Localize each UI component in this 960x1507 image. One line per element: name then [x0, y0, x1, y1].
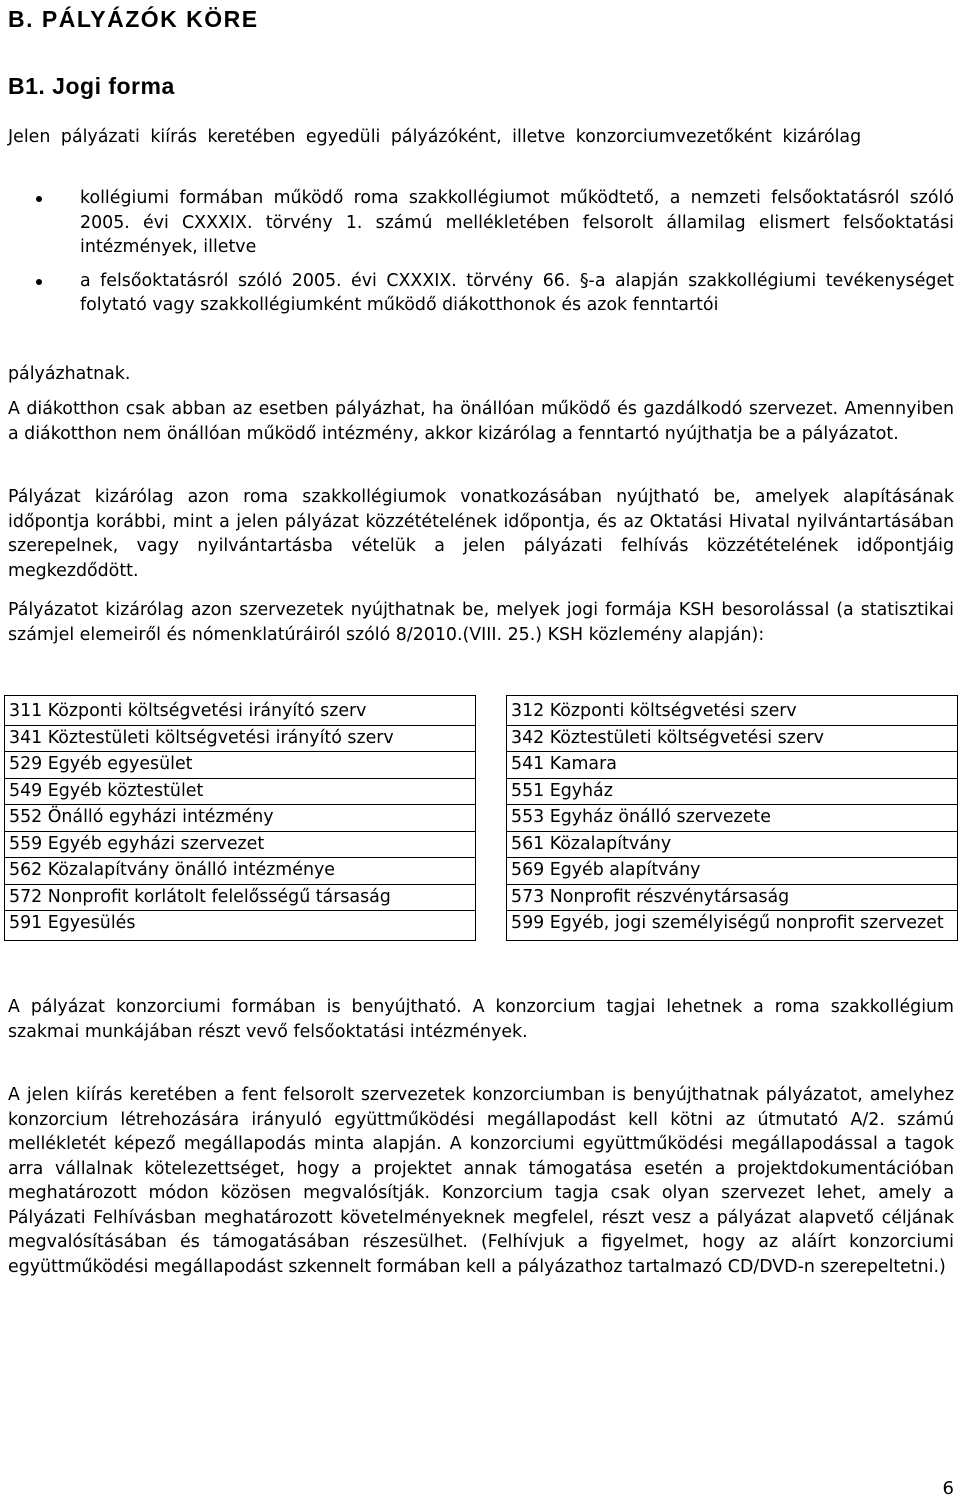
table-gap — [476, 778, 507, 805]
list-item-text: kollégiumi formában működő roma szakkollégiumot működtető, a nemzeti felsőoktatásról szóló 2005. évi CXXXIX. törvény 1. számú mellékletében felsorolt államilag elismert felsőoktatási intézmények, illetve — [80, 188, 954, 257]
table-gap — [476, 858, 507, 885]
ksh-legal-form-table — [4, 695, 958, 941]
table-row — [5, 752, 958, 779]
page-number: 6 — [942, 1478, 954, 1499]
table-cell: 572 Nonprofit korlátolt felelősségű társaság — [5, 884, 476, 911]
table-row — [5, 831, 958, 858]
table-row — [5, 858, 958, 885]
table-cell: 552 Önálló egyházi intézmény — [5, 805, 476, 832]
table-gap — [476, 831, 507, 858]
table-cell: 311 Központi költségvetési irányító szerv — [5, 696, 476, 726]
table-cell: 562 Közalapítvány önálló intézménye — [5, 858, 476, 885]
section-title: B. PÁLYÁZÓK KÖRE — [8, 6, 259, 32]
bullet-icon — [36, 279, 42, 285]
consortium-details-paragraph: A jelen kiírás keretében a fent felsorolt szervezetek konzorciumban is benyújthatnak pályázatot, amelyhez konzorcium létrehozására irányuló együttműködési megállapodást kell kötni az útmutató A/2. számú mellékletét képező megállapodás minta alapján. A konzorciumi együttműködési megállapodással a tagok arra vállalnak kötelezettséget, hogy a projektet annak támogatása esetén a projektdokumentációban meghatározott módon közösen megvalósítják. Konzorcium tagja csak olyan szervezet lehet, amely a Pályázati Felhívásban meghatározott követelményeknek megfelel, részt vesz a pályázat alapvető céljának megvalósításában és támogatásában részesülhet. (Felhívjuk a figyelmet, hogy az aláírt konzorciumi együttműködési megállapodást szkennelt formában kell a pályázathoz tartalmazó CD/DVD-n szerepeltetni.) — [8, 1085, 954, 1277]
eligibility-list — [8, 186, 954, 318]
table-gap — [476, 752, 507, 779]
table-cell: 599 Egyéb, jogi személyiségű nonprofit szervezet — [507, 911, 958, 941]
table-row — [5, 696, 958, 726]
intro-paragraph: Jelen pályázati kiírás keretében egyedüli pályázóként, illetve konzorciumvezetőként kizárólag — [8, 127, 862, 147]
table-gap — [476, 725, 507, 752]
table-row — [5, 778, 958, 805]
table-cell: 551 Egyház — [507, 778, 958, 805]
dormitory-paragraph: A diákotthon csak abban az esetben pályázhat, ha önállóan működő és gazdálkodó szervezet. Amennyiben a diákotthon nem önállóan működő intézmény, akkor kizárólag a fenntartó nyújthatja be a pályázatot. — [8, 399, 954, 444]
table-gap — [476, 884, 507, 911]
list-item — [8, 186, 954, 260]
ksh-paragraph: Pályázatot kizárólag azon szervezetek nyújthatnak be, melyek jogi formája KSH besorolással (a statisztikai számjel elemeiről és nómenklatúráiról szóló 8/2010.(VIII. 25.) KSH közlemény alapján): — [8, 600, 954, 645]
table-cell: 549 Egyéb köztestület — [5, 778, 476, 805]
table-cell: 312 Központi költségvetési szerv — [507, 696, 958, 726]
roma-college-paragraph: Pályázat kizárólag azon roma szakkollégiumok vonatkozásában nyújtható be, amelyek alapításának időpontja korábbi, mint a jelen pályázat közzétételének időpontja, és az Oktatási Hivatal nyilvántartásában szerepelnek, vagy nyilvántartásba vételük a jelen pályázati felhívás közzétételének időpontjáig megkezdődött. — [8, 487, 954, 581]
table-gap — [476, 696, 507, 726]
table-row — [5, 725, 958, 752]
table-row — [5, 884, 958, 911]
table-row — [5, 805, 958, 832]
consortium-paragraph: A pályázat konzorciumi formában is benyújtható. A konzorcium tagjai lehetnek a roma szakkollégium szakmai munkájában részt vevő felsőoktatási intézmények. — [8, 997, 954, 1042]
table-cell: 591 Egyesülés — [5, 911, 476, 941]
table-cell: 541 Kamara — [507, 752, 958, 779]
table-gap — [476, 805, 507, 832]
table-cell: 529 Egyéb egyesület — [5, 752, 476, 779]
table-cell: 342 Köztestületi költségvetési szerv — [507, 725, 958, 752]
subsection-title: B1. Jogi forma — [8, 73, 175, 99]
applicants-line: pályázhatnak. — [8, 364, 131, 384]
list-item-text: a felsőoktatásról szóló 2005. évi CXXXIX. törvény 66. §-a alapján szakkollégiumi tevékenységet folytató vagy szakkollégiumként működő diákotthonok és azok fenntartói — [80, 270, 954, 315]
bullet-icon — [36, 196, 42, 202]
table-cell: 569 Egyéb alapítvány — [507, 858, 958, 885]
table-cell: 561 Közalapítvány — [507, 831, 958, 858]
table-cell: 553 Egyház önálló szervezete — [507, 805, 958, 832]
table-row — [5, 911, 958, 941]
table-cell: 559 Egyéb egyházi szervezet — [5, 831, 476, 858]
table-cell: 573 Nonprofit részvénytársaság — [507, 884, 958, 911]
table-cell: 341 Köztestületi költségvetési irányító szerv — [5, 725, 476, 752]
list-item — [8, 269, 954, 318]
table-gap — [476, 911, 507, 941]
